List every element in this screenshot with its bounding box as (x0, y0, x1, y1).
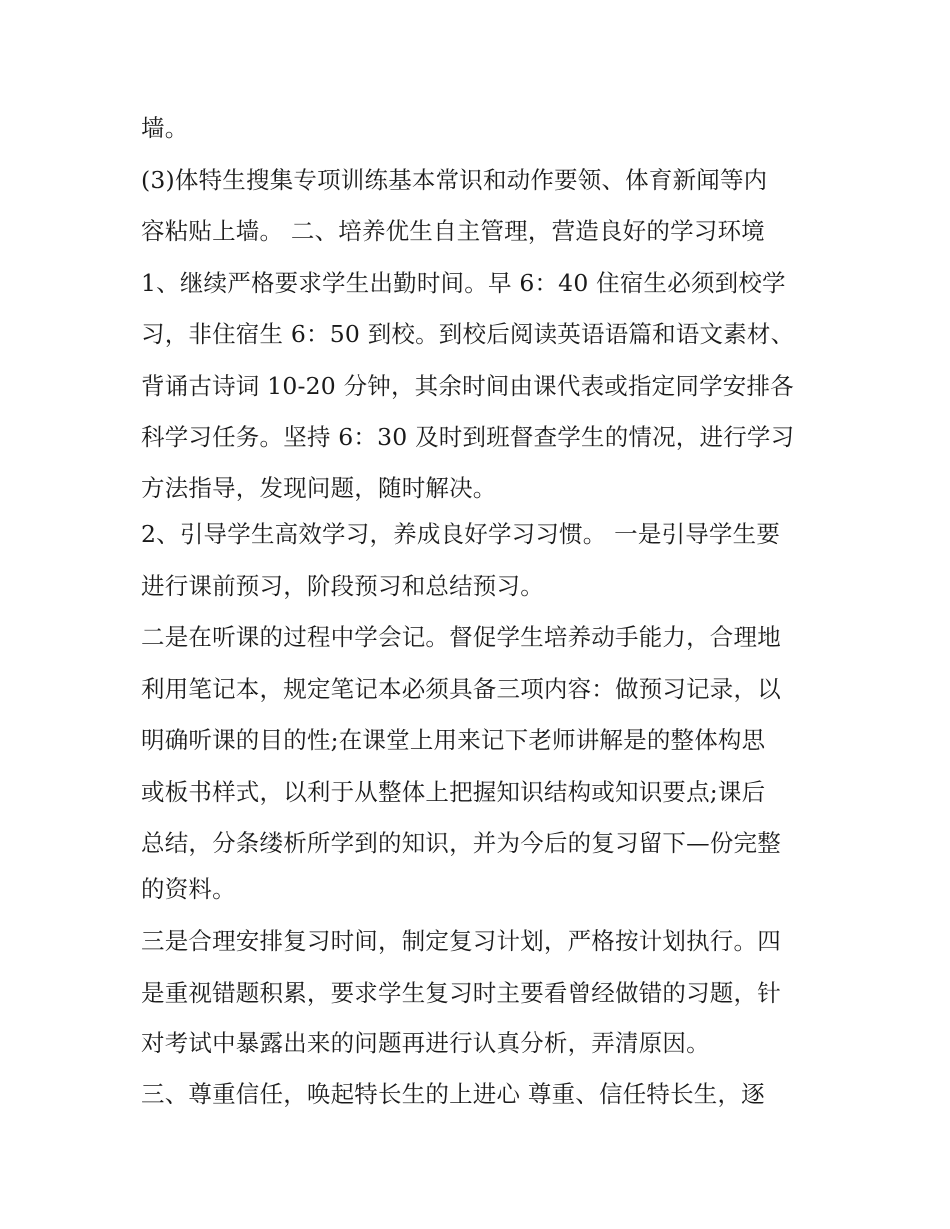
text-line: 三、尊重信任，唤起特长生的上进心 尊重、信任特长生，逐 (141, 1080, 765, 1108)
text-line: 总结，分条缕析所学到的知识，并为今后的复习留下—份完整 (141, 829, 781, 857)
text-line: 明确听课的目的性;在课堂上用来记下老师讲解是的整体构思 (141, 726, 766, 754)
text-line: 二是在听课的过程中学会记。督促学生培养动手能力，合理地 (141, 623, 781, 651)
text-line: 对考试中暴露出来的问题再进行认真分析，弄清原因。 (141, 1029, 710, 1057)
text-line: 墙。 (141, 114, 189, 142)
text-line: 三是合理安排复习时间，制定复习计划，严格按计划执行。四 (141, 927, 781, 955)
text-line: 方法指导，发现问题，随时解决。 (141, 474, 497, 502)
text-line: 的资料。 (141, 875, 236, 903)
text-line: 习，非住宿生 6：50 到校。到校后阅读英语语篇和语文素材、 (141, 320, 795, 348)
text-line: 容粘贴上墙。 二、培养优生自主管理，营造良好的学习环境 (141, 217, 765, 245)
text-line: 是重视错题积累，要求学生复习时主要看曾经做错的习题，针 (141, 979, 781, 1007)
text-line: 背诵古诗词 10-20 分钟，其余时间由课代表或指定同学安排各 (141, 372, 794, 400)
text-line: 利用笔记本，规定笔记本必须具备三项内容：做预习记录，以 (141, 675, 781, 703)
text-line: 或板书样式，以利于从整体上把握知识结构或知识要点;课后 (141, 778, 766, 806)
text-line: 科学习任务。坚持 6：30 及时到班督查学生的情况，进行学习 (141, 423, 795, 451)
text-line: 2、引导学生高效学习，养成良好学习习惯。 一是引导学生要 (141, 520, 781, 548)
text-line: (3)体特生搜集专项训练基本常识和动作要领、体育新闻等内 (141, 166, 768, 194)
text-line: 1、继续严格要求学生出勤时间。早 6：40 住宿生必须到校学 (141, 269, 786, 297)
text-line: 进行课前预习，阶段预习和总结预习。 (141, 572, 544, 600)
